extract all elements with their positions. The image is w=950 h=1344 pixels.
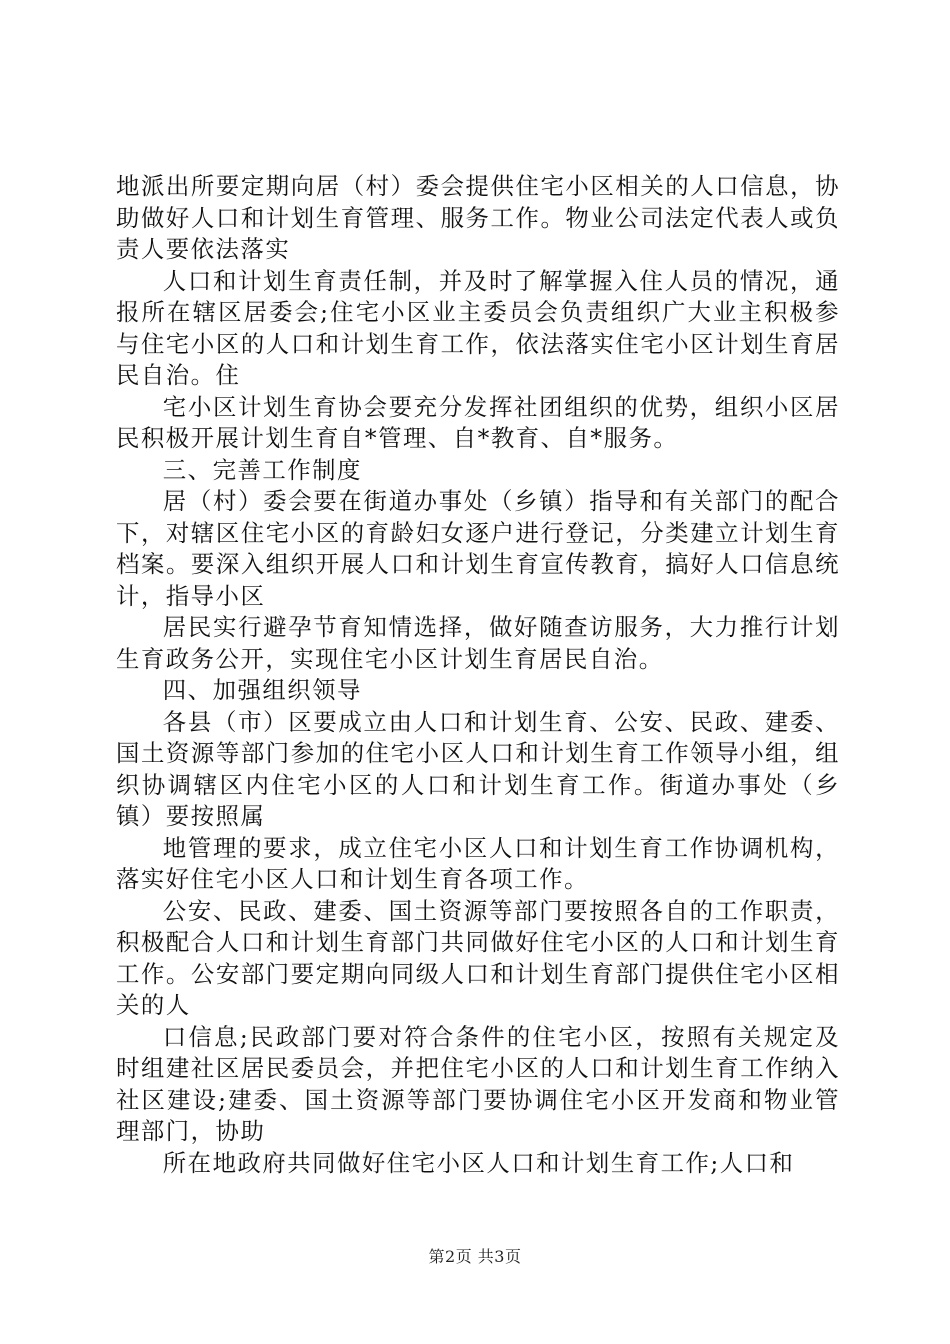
paragraph-6: 居民实行避孕节育知情选择，做好随查访服务，大力推行计划生育政务公开，实现住宅小区计划生育居民自治。 xyxy=(116,613,840,673)
paragraph-10: 公安、民政、建委、国土资源等部门要按照各自的工作职责，积极配合人口和计划生育部门共同做好住宅小区的人口和计划生育工作。公安部门要定期向同级人口和计划生育部门提供住宅小区相关的人 xyxy=(116,896,840,1019)
paragraph-9: 地管理的要求，成立住宅小区人口和计划生育工作协调机构，落实好住宅小区人口和计划生育各项工作。 xyxy=(116,833,840,893)
section-heading-4: 四、加强组织领导 xyxy=(162,676,362,704)
paragraph-12: 所在地政府共同做好住宅小区人口和计划生育工作;人口和 xyxy=(162,1148,795,1177)
page-number-footer: 第2页 共3页 xyxy=(428,1247,522,1266)
paragraph-11: 口信息;民政部门要对符合条件的住宅小区，按照有关规定及时组建社区居民委员会，并把住宅小区的人口和计划生育工作纳入社区建设;建委、国土资源等部门要协调住宅小区开发商和物业管理部门，协助 xyxy=(116,1022,840,1145)
paragraph-3: 宅小区计划生育协会要充分发挥社团组织的优势，组织小区居民积极开展计划生育自*管理、自*教育、自*服务。 xyxy=(116,392,840,452)
paragraph-5: 居（村）委会要在街道办事处（乡镇）指导和有关部门的配合下，对辖区住宅小区的育龄妇女逐户进行登记，分类建立计划生育档案。要深入组织开展人口和计划生育宣传教育，搞好人口信息统计，指导小区 xyxy=(116,487,840,610)
paragraph-2: 人口和计划生育责任制，并及时了解掌握入住人员的情况，通报所在辖区居委会;住宅小区业主委员会负责组织广大业主积极参与住宅小区的人口和计划生育工作，依法落实住宅小区计划生育居民自治。住 xyxy=(116,266,840,389)
section-heading-3: 三、完善工作制度 xyxy=(162,455,362,484)
paragraph-1: 地派出所要定期向居（村）委会提供住宅小区相关的人口信息，协助做好人口和计划生育管理、服务工作。物业公司法定代表人或负责人要依法落实 xyxy=(116,172,840,263)
paragraph-8: 各县（市）区要成立由人口和计划生育、公安、民政、建委、国土资源等部门参加的住宅小区人口和计划生育工作领导小组，组织协调辖区内住宅小区的人口和计划生育工作。街道办事处（乡镇）要按照属 xyxy=(116,707,840,830)
document-body xyxy=(116,171,840,1179)
